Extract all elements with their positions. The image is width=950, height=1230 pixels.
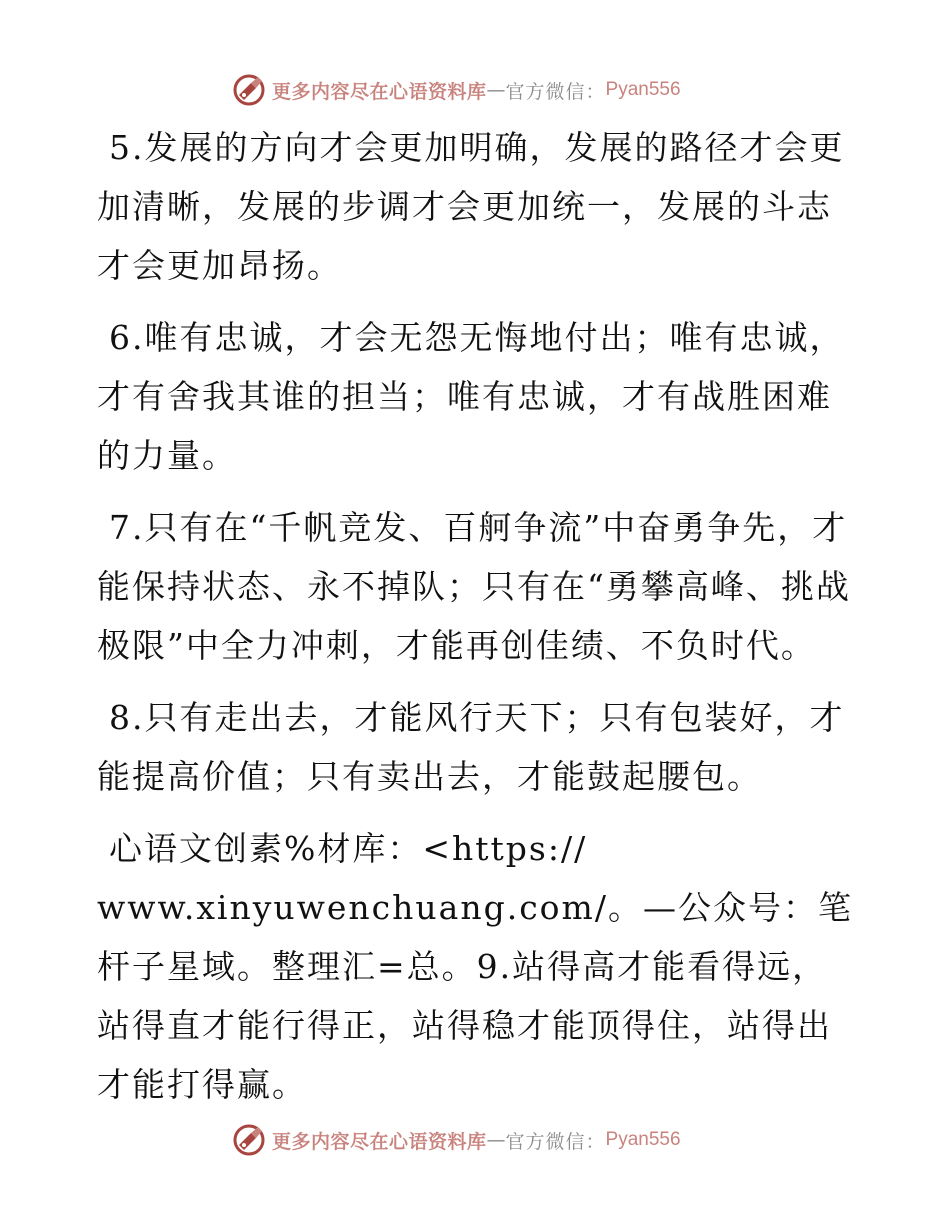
header-dash: —	[486, 79, 506, 101]
paragraph-7: 7.只有在“千帆竞发、百舸争流”中奋勇争先，才能保持状态、永不掉队；只有在“勇攀高峰、挑战极限”中全力冲刺，才能再创佳绩、不负时代。	[97, 508, 851, 665]
paragraph-source-line: 心语文创素%材库：<https://	[109, 829, 588, 868]
document-body	[97, 118, 857, 1127]
paragraph-5: 5.发展的方向才会更加明确，发展的路径才会更加清晰，发展的步调才会更加统一，发展的斗志才会更加昂扬。	[97, 128, 845, 285]
footer-watermark	[232, 1122, 712, 1158]
footer-brand-text: 更多内容尽在心语资料库	[272, 1130, 487, 1153]
header-brand-text: 更多内容尽在心语资料库	[272, 80, 487, 103]
paragraph-6: 6.唯有忠诚，才会无怨无悔地付出；唯有忠诚，才有舍我其谁的担当；唯有忠诚，才有战胜困难的力量。	[97, 318, 845, 475]
header-wechat-id: Pyan556	[605, 79, 681, 100]
header-watermark	[232, 72, 712, 108]
brand-logo-icon	[232, 1123, 266, 1157]
header-wechat-label: 官方微信：	[505, 80, 606, 103]
footer-wechat-id: Pyan556	[605, 1129, 681, 1150]
brand-logo-icon	[232, 73, 266, 107]
paragraph-8: 8.只有走出去，才能风行天下；只有包装好，才能提高价值；只有卖出去，才能鼓起腰包。	[97, 698, 845, 796]
paragraph-9: www.xinyuwenchuang.com/。—公众号：笔杆子星域。整理汇=总。9.站得高才能看得远，站得直才能行得正，站得稳才能顶得住，站得出才能打得赢。	[97, 888, 853, 1104]
footer-dash: —	[486, 1129, 506, 1151]
footer-wechat-label: 官方微信：	[505, 1130, 606, 1153]
